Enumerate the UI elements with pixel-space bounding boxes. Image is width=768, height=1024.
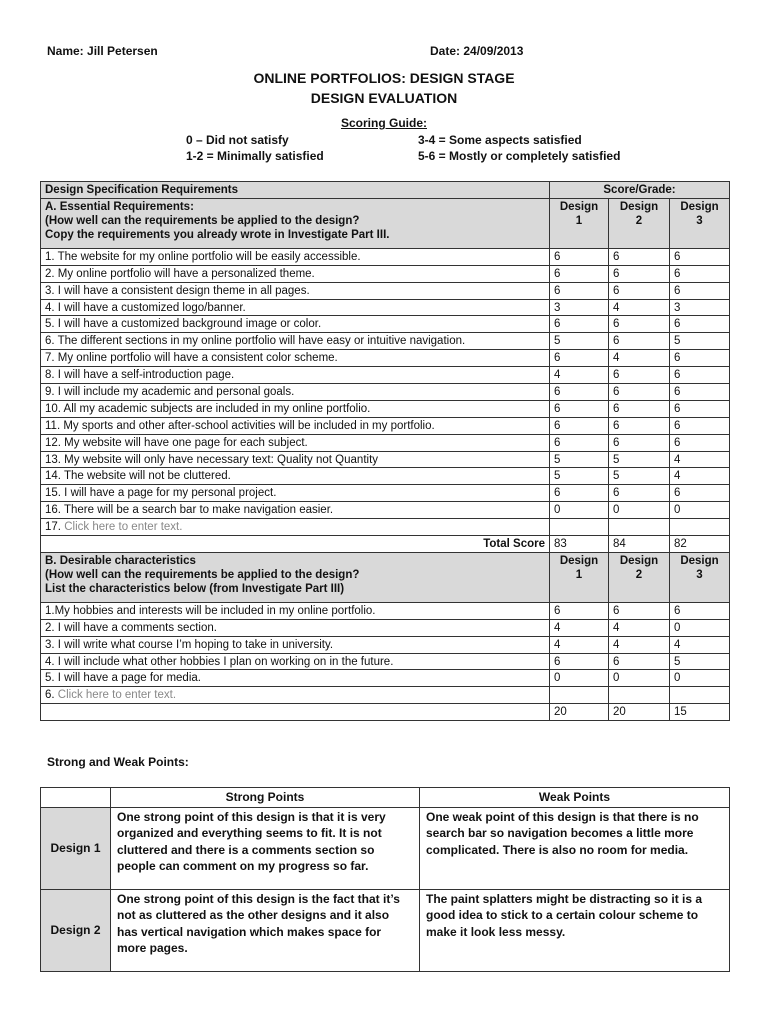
scoring-guide-item: 1-2 = Minimally satisfied [186,149,324,163]
requirement-text: 12. My website will have one page for each subject. [41,434,550,451]
score-design-1[interactable]: 5 [550,451,609,468]
section-a-heading [41,198,550,248]
score-design-1[interactable]: 6 [550,316,609,333]
requirement-text: 10. All my academic subjects are included in my online portfolio. [41,400,550,417]
score-design-3[interactable]: 6 [670,350,730,367]
total-score-design-2: 84 [609,536,670,553]
requirement-text: 5. I will have a customized background image or color. [41,316,550,333]
design-1-header: Design 1 [550,552,609,602]
table-row [41,400,730,417]
scoring-guide-item: 3-4 = Some aspects satisfied [418,133,582,147]
table-row [41,367,730,384]
weak-point-text: The paint splatters might be distracting so it is a good idea to stick to a certain colour scheme to make it look less messy. [420,889,730,971]
section-b-instruction: List the characteristics below (from Investigate Part III) [45,582,345,595]
score-design-3[interactable]: 6 [670,400,730,417]
score-design-3[interactable]: 3 [670,299,730,316]
table-row [41,502,730,519]
score-design-2[interactable]: 5 [609,451,670,468]
table-row [41,485,730,502]
score-column-header: Score/Grade: [550,182,730,199]
student-name: Name: Jill Petersen [47,44,158,58]
requirement-text: 4. I will have a customized logo/banner. [41,299,550,316]
requirement-text: 5. I will have a page for media. [41,670,550,687]
score-design-2[interactable]: 6 [609,384,670,401]
strong-weak-heading: Strong and Weak Points: [47,755,189,769]
score-design-1[interactable]: 5 [550,468,609,485]
score-design-2[interactable]: 6 [609,282,670,299]
total-score-design-3: 82 [670,536,730,553]
requirement-text: 15. I will have a page for my personal project. [41,485,550,502]
requirement-text: 1. The website for my online portfolio will be easily accessible. [41,248,550,265]
section-a-instruction: Copy the requirements you already wrote in Investigate Part III. [45,228,390,241]
requirement-text: 7. My online portfolio will have a consistent color scheme. [41,350,550,367]
score-design-1[interactable]: 6 [550,400,609,417]
table-row [41,248,730,265]
design-2-header: Design 2 [609,552,670,602]
strong-weak-header-row [41,788,730,808]
requirement-placeholder[interactable]: Click here to enter text. [64,521,183,534]
score-design-2[interactable]: 4 [609,350,670,367]
score-design-1[interactable]: 6 [550,350,609,367]
score-design-3[interactable]: 5 [670,333,730,350]
strong-points-header: Strong Points [111,788,420,808]
requirement-text: 3. I will have a consistent design theme in all pages. [41,282,550,299]
score-design-2[interactable]: 6 [609,248,670,265]
score-cell[interactable] [550,687,609,704]
score-design-1[interactable]: 6 [550,653,609,670]
score-design-3[interactable]: 6 [670,434,730,451]
requirement-text: 13. My website will only have necessary text: Quality not Quantity [41,451,550,468]
table-row [41,687,730,704]
table-row [41,619,730,636]
score-design-2[interactable]: 0 [609,502,670,519]
score-design-2[interactable]: 6 [609,265,670,282]
design-2-header: Design 2 [609,198,670,248]
scoring-guide-item: 0 – Did not satisfy [186,133,289,147]
score-design-1[interactable]: 0 [550,670,609,687]
document-subtitle: DESIGN EVALUATION [310,90,458,106]
score-design-3[interactable]: 6 [670,367,730,384]
requirement-text: 3. I will write what course I’m hoping to take in university. [41,636,550,653]
strong-weak-row [41,889,730,971]
requirement-text: 2. I will have a comments section. [41,619,550,636]
score-design-3[interactable]: 6 [670,384,730,401]
score-design-2[interactable]: 4 [609,299,670,316]
design-label: Design 1 [41,807,111,889]
score-design-2[interactable]: 0 [609,670,670,687]
score-design-3[interactable]: 6 [670,417,730,434]
scoring-guide-title: Scoring Guide: [340,116,427,130]
score-design-3[interactable]: 5 [670,653,730,670]
section-b-heading [41,552,550,602]
score-cell[interactable] [609,519,670,536]
table-row [41,265,730,282]
document-title: ONLINE PORTFOLIOS: DESIGN STAGE [253,70,515,86]
score-design-1[interactable]: 6 [550,417,609,434]
table-row [41,636,730,653]
score-design-1[interactable]: 0 [550,502,609,519]
desirable-total-design-3: 15 [670,704,730,721]
table-header-row [41,182,730,199]
score-design-3[interactable]: 4 [670,468,730,485]
score-design-2[interactable]: 6 [609,485,670,502]
score-design-1[interactable]: 6 [550,384,609,401]
score-design-2[interactable]: 6 [609,367,670,384]
score-design-1[interactable]: 6 [550,602,609,619]
design-3-header: Design 3 [670,198,730,248]
score-design-3[interactable]: 6 [670,282,730,299]
score-design-1[interactable]: 3 [550,299,609,316]
score-design-2[interactable]: 6 [609,602,670,619]
table-row [41,434,730,451]
strong-weak-table [40,787,730,972]
desirable-total-design-1: 20 [550,704,609,721]
design-1-header: Design 1 [550,198,609,248]
score-design-2[interactable]: 4 [609,619,670,636]
design-3-header: Design 3 [670,552,730,602]
table-row [41,350,730,367]
requirement-text: 4. I will include what other hobbies I plan on working on in the future. [41,653,550,670]
empty-header-cell [41,788,111,808]
score-design-2[interactable]: 6 [609,653,670,670]
score-cell[interactable] [609,687,670,704]
requirement-number: 17. [45,521,61,534]
desirable-total-design-2: 20 [609,704,670,721]
requirement-text: 14. The website will not be cluttered. [41,468,550,485]
design-label: Design 2 [41,889,111,971]
table-row [41,316,730,333]
requirement-text: 9. I will include my academic and personal goals. [41,384,550,401]
score-cell[interactable] [670,519,730,536]
score-design-2[interactable]: 6 [609,333,670,350]
score-design-1[interactable]: 6 [550,248,609,265]
score-design-1[interactable]: 6 [550,485,609,502]
weak-point-text: One weak point of this design is that there is no search bar so navigation becomes a little more complicated. There is also no room for media. [420,807,730,889]
strong-point-text: One strong point of this design is that it is very organized and everything seems to fit. It is not cluttered and there is a comments section so people can comment on my progress so far. [111,807,420,889]
score-design-3[interactable]: 0 [670,670,730,687]
table-row [41,299,730,316]
table-row [41,653,730,670]
table-row [41,468,730,485]
score-design-3[interactable]: 6 [670,316,730,333]
requirement-entry[interactable] [41,687,550,704]
requirement-placeholder[interactable]: Click here to enter text. [57,689,177,702]
section-b-instruction: (How well can the requirements be applied to the design? [45,568,360,581]
requirement-text: 2. My online portfolio will have a personalized theme. [41,265,550,282]
requirement-text: 11. My sports and other after-school activities will be included in my portfolio. [41,417,550,434]
score-design-1[interactable]: 4 [550,636,609,653]
score-design-3[interactable]: 4 [670,636,730,653]
score-design-3[interactable]: 4 [670,451,730,468]
strong-weak-row [41,807,730,889]
score-design-2[interactable]: 5 [609,468,670,485]
score-design-2[interactable]: 6 [609,417,670,434]
table-row [41,670,730,687]
requirement-number: 6. [45,689,55,702]
score-design-3[interactable]: 6 [670,265,730,282]
score-design-1[interactable]: 4 [550,367,609,384]
requirements-column-header: Design Specification Requirements [41,182,550,199]
score-design-3[interactable]: 0 [670,619,730,636]
section-b-header [41,552,730,602]
table-row [41,519,730,536]
total-score-row [41,536,730,553]
total-score-label: Total Score [41,536,550,553]
requirement-text: 8. I will have a self-introduction page. [41,367,550,384]
score-cell[interactable] [550,519,609,536]
strong-point-text: One strong point of this design is the fact that it’s not as cluttered as the other designs and it also has vertical navigation which makes space for more pages. [111,889,420,971]
design-evaluation-table [40,181,730,721]
section-b-title: B. Desirable characteristics [45,554,196,567]
score-design-2[interactable]: 6 [609,434,670,451]
score-design-2[interactable]: 6 [609,400,670,417]
section-a-title: A. Essential Requirements: [45,200,194,213]
score-design-3[interactable]: 0 [670,502,730,519]
score-design-1[interactable]: 6 [550,265,609,282]
scoring-guide-item: 5-6 = Mostly or completely satisfied [418,149,621,163]
table-row [41,417,730,434]
table-row [41,384,730,401]
score-design-1[interactable]: 4 [550,619,609,636]
table-row [41,602,730,619]
table-row [41,282,730,299]
score-design-1[interactable]: 6 [550,434,609,451]
desirable-total-row [41,704,730,721]
table-row [41,333,730,350]
requirement-entry[interactable] [41,519,550,536]
section-a-instruction: (How well can the requirements be applied to the design? [45,214,360,227]
desirable-total-label [41,704,550,721]
weak-points-header: Weak Points [420,788,730,808]
requirement-text: 16. There will be a search bar to make navigation easier. [41,502,550,519]
score-design-2[interactable]: 4 [609,636,670,653]
score-cell[interactable] [670,687,730,704]
score-design-3[interactable]: 6 [670,485,730,502]
section-a-header [41,198,730,248]
document-date: Date: 24/09/2013 [430,44,524,58]
score-design-3[interactable]: 6 [670,602,730,619]
requirement-text: 6. The different sections in my online portfolio will have easy or intuitive navigation. [41,333,550,350]
total-score-design-1: 83 [550,536,609,553]
score-design-1[interactable]: 6 [550,282,609,299]
score-design-3[interactable]: 6 [670,248,730,265]
table-row [41,451,730,468]
requirement-text: 1.My hobbies and interests will be included in my online portfolio. [41,602,550,619]
score-design-2[interactable]: 6 [609,316,670,333]
score-design-1[interactable]: 5 [550,333,609,350]
